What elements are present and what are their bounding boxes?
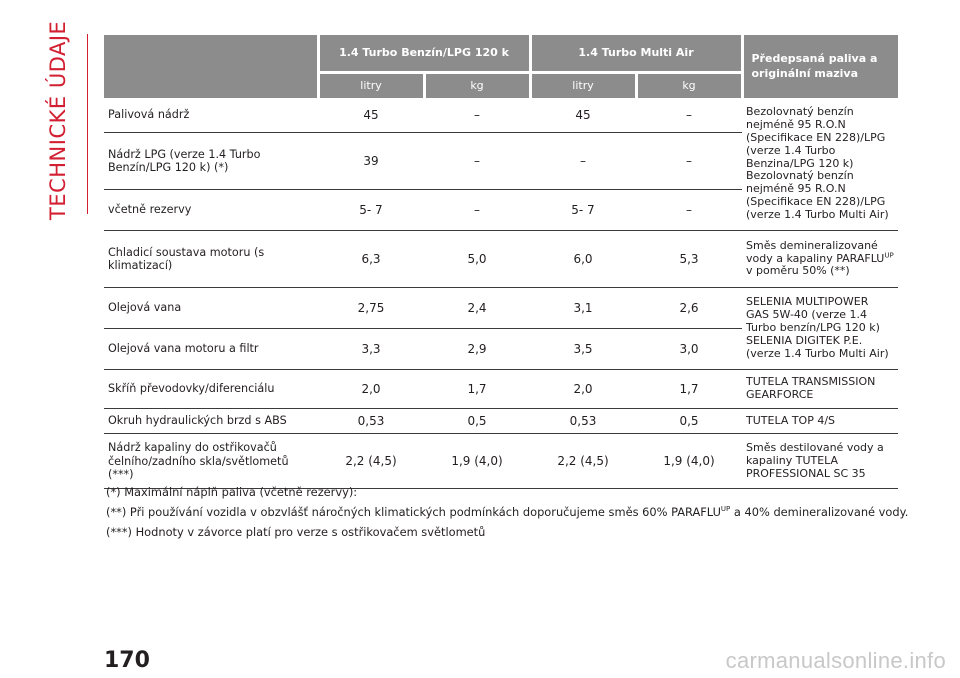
- cell-value: 6,0: [530, 231, 636, 288]
- row-label: Palivová nádrž: [104, 98, 318, 133]
- cell-value: –: [424, 98, 530, 133]
- row-label: Olejová vana motoru a filtr: [104, 329, 318, 370]
- table-row: [104, 98, 898, 133]
- header-label-cell: [104, 35, 318, 98]
- footnote-2-tail: a 40% demineralizované vody.: [730, 505, 909, 519]
- fuel-spec-note-lpg: Bezolovnatý benzín nejméně 95 R.O.N (Specifikace EN 228)/LPG (verze 1.4 Turbo Benzina/LPG 120 k): [746, 104, 886, 170]
- cell-value: 2,2 (4,5): [530, 434, 636, 489]
- cell-value: 6,3: [318, 231, 424, 288]
- cell-value: 1,9 (4,0): [424, 434, 530, 489]
- cell-value: 5- 7: [530, 190, 636, 231]
- footnote-1: (*) Maximální náplň paliva (včetně rezervy):: [106, 485, 358, 499]
- washer-spec-note: Směs destilované vody a kapaliny TUTELA PROFESSIONAL SC 35: [742, 434, 898, 489]
- row-label: Olejová vana: [104, 288, 318, 329]
- cell-value: 3,5: [530, 329, 636, 370]
- coolant-note-ratio: v poměru 50% (**): [746, 264, 850, 278]
- header-engine-lpg: 1.4 Turbo Benzín/LPG 120 k: [318, 35, 530, 73]
- table-row: [104, 409, 898, 434]
- cell-value: 2,9: [424, 329, 530, 370]
- cell-value: 3,1: [530, 288, 636, 329]
- footnote-2-text: (**) Při používání vozidla v obzvlášť náročných klimatických podmínkách doporučujeme směs 60% PARAFLU: [106, 505, 721, 519]
- cell-value: 2,75: [318, 288, 424, 329]
- cell-value: 2,6: [636, 288, 742, 329]
- capacities-table: [104, 35, 898, 489]
- cell-value: 0,5: [636, 409, 742, 434]
- cell-value: 2,0: [530, 370, 636, 409]
- cell-value: –: [424, 133, 530, 190]
- cell-value: 1,7: [636, 370, 742, 409]
- table-row: [104, 434, 898, 489]
- table-row: [104, 288, 898, 329]
- row-label: Nádrž LPG (verze 1.4 Turbo Benzín/LPG 120 k) (*): [104, 133, 318, 190]
- cell-value: 45: [318, 98, 424, 133]
- subheader-litry: litry: [530, 73, 636, 99]
- subheader-kg: kg: [424, 73, 530, 99]
- table-row: [104, 231, 898, 288]
- page-number: 170: [104, 648, 150, 673]
- table-header-row: [104, 35, 898, 73]
- footnote-2-sup: UP: [720, 505, 731, 514]
- cell-value: 3,0: [636, 329, 742, 370]
- row-label: Okruh hydraulických brzd s ABS: [104, 409, 318, 434]
- row-label: Skříň převodovky/diferenciálu: [104, 370, 318, 409]
- coolant-note-sup: UP: [884, 250, 894, 259]
- oil-note-multiair: SELENIA DIGITEK P.E. (verze 1.4 Turbo Multi Air): [746, 333, 889, 360]
- footnote-3: (***) Hodnoty v závorce platí pro verze s ostřikovačem světlometů: [106, 525, 486, 539]
- footnotes: [106, 482, 909, 542]
- header-engine-multiair: 1.4 Turbo Multi Air: [530, 35, 742, 73]
- subheader-litry: litry: [318, 73, 424, 99]
- row-label: včetně rezervy: [104, 190, 318, 231]
- cell-value: –: [636, 98, 742, 133]
- cell-value: –: [636, 190, 742, 231]
- watermark: carmanualsonline.info: [725, 648, 946, 673]
- coolant-spec-note: [742, 231, 898, 288]
- cell-value: 1,7: [424, 370, 530, 409]
- cell-value: 2,2 (4,5): [318, 434, 424, 489]
- brake-spec-note: TUTELA TOP 4/S: [742, 409, 898, 434]
- cell-value: 1,9 (4,0): [636, 434, 742, 489]
- row-label: Chladicí soustava motoru (s klimatizací): [104, 231, 318, 288]
- cell-value: 5,3: [636, 231, 742, 288]
- cell-value: –: [424, 190, 530, 231]
- side-title-rule: [87, 34, 88, 214]
- header-fluids: Předepsaná paliva a originální maziva: [742, 35, 898, 98]
- cell-value: 0,53: [530, 409, 636, 434]
- cell-value: 45: [530, 98, 636, 133]
- footnote-2: [106, 502, 909, 522]
- fuel-spec-note-multiair: Bezolovnatý benzín nejméně 95 R.O.N (Specifikace EN 228)/LPG (verze 1.4 Turbo Multi Air): [746, 169, 889, 222]
- fuel-spec-note: [742, 98, 898, 231]
- oil-spec-note: [742, 288, 898, 370]
- cell-value: –: [636, 133, 742, 190]
- cell-value: 0,53: [318, 409, 424, 434]
- oil-note-lpg: SELENIA MULTIPOWER GAS 5W-40 (verze 1.4 Turbo benzín/LPG 120 k): [746, 295, 880, 335]
- cell-value: 39: [318, 133, 424, 190]
- cell-value: 2,0: [318, 370, 424, 409]
- cell-value: 2,4: [424, 288, 530, 329]
- cell-value: –: [530, 133, 636, 190]
- row-label: Nádrž kapaliny do ostřikovačů čelního/zadního skla/světlometů (***): [104, 434, 318, 489]
- cell-value: 5,0: [424, 231, 530, 288]
- coolant-note-text: Směs demineralizované vody a kapaliny PARAFLU: [746, 238, 885, 265]
- cell-value: 5- 7: [318, 190, 424, 231]
- gearbox-spec-note: TUTELA TRANSMISSION GEARFORCE: [742, 370, 898, 409]
- table-row: [104, 370, 898, 409]
- cell-value: 0,5: [424, 409, 530, 434]
- subheader-kg: kg: [636, 73, 742, 99]
- cell-value: 3,3: [318, 329, 424, 370]
